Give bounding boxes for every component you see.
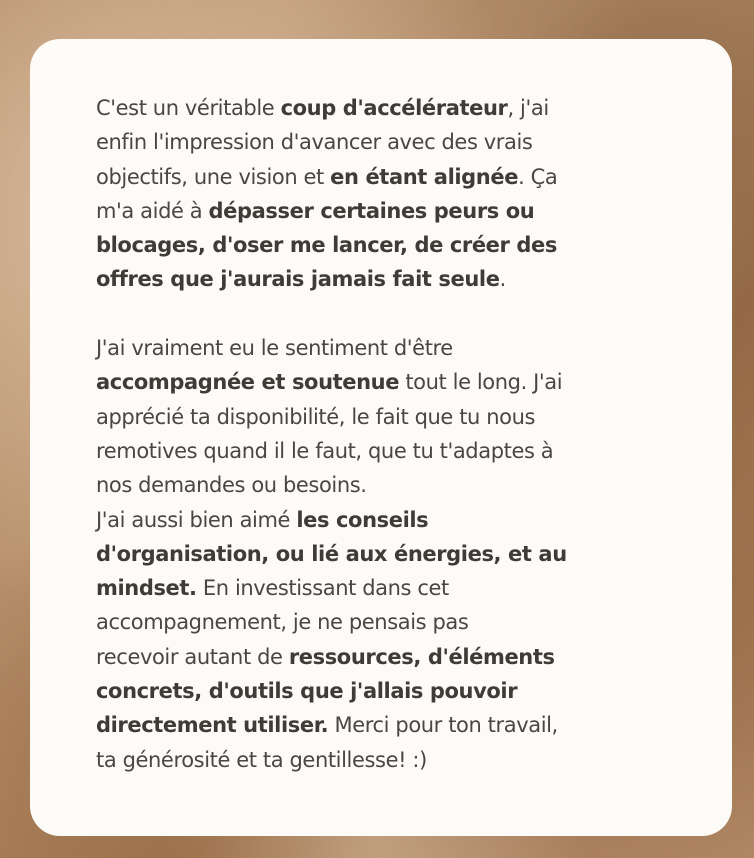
emphasis: directement utiliser. <box>96 713 329 738</box>
emphasis: offres que j'aurais jamais fait seule <box>96 267 500 292</box>
text-line-11: nos demandes ou besoins. <box>96 473 367 498</box>
text-line-15: accompagnement, je ne pensais pas <box>96 610 469 635</box>
text-line-16: recevoir autant de ressources, d'éléments <box>96 644 555 669</box>
text-line-2: enfin l'impression d'avancer avec des vrais <box>96 130 533 155</box>
text-line-6: offres que j'aurais jamais fait seule. <box>96 267 506 292</box>
text-line-10: remotives quand il le faut, que tu t'adaptes à <box>96 438 554 463</box>
emphasis: d'organisation, ou lié aux énergies, et au <box>96 541 567 566</box>
emphasis: les conseils <box>296 507 429 532</box>
testimonial-card <box>30 39 732 836</box>
text-line-12: J'ai aussi bien aimé les conseils <box>96 507 429 532</box>
paragraph-gap <box>96 297 672 331</box>
text-line-14: mindset. En investissant dans cet <box>96 576 449 601</box>
text-line-9: apprécié ta disponibilité, le fait que tu nous <box>96 404 536 429</box>
emphasis: accompagnée et soutenue <box>96 370 400 395</box>
emphasis: concrets, d'outils que j'allais pouvoir <box>96 679 518 704</box>
text-line-17 <box>96 674 672 708</box>
text-line-18: directement utiliser. Merci pour ton travail, <box>96 713 558 738</box>
text-line-7: J'ai vraiment eu le sentiment d'être <box>96 336 453 361</box>
text-line-5 <box>96 228 672 262</box>
testimonial-text <box>96 91 672 777</box>
emphasis: mindset. <box>96 576 197 601</box>
text-line-19: ta générosité et ta gentillesse! :) <box>96 747 427 772</box>
text-line-4: m'a aidé à dépasser certaines peurs ou <box>96 198 535 223</box>
text-line-13 <box>96 537 672 571</box>
emphasis: coup d'accélérateur <box>280 96 508 120</box>
text-line-3: objectifs, une vision et en étant alignée. Ça <box>96 164 558 189</box>
text-line-1: C'est un véritable coup d'accélérateur, j'ai <box>96 96 549 120</box>
emphasis: dépasser certaines peurs ou <box>208 198 535 223</box>
emphasis: blocages, d'oser me lancer, de créer des <box>96 233 557 258</box>
emphasis: en étant alignée <box>330 164 519 189</box>
text-line-8: accompagnée et soutenue tout le long. J'ai <box>96 370 563 395</box>
emphasis: ressources, d'éléments <box>288 644 555 669</box>
